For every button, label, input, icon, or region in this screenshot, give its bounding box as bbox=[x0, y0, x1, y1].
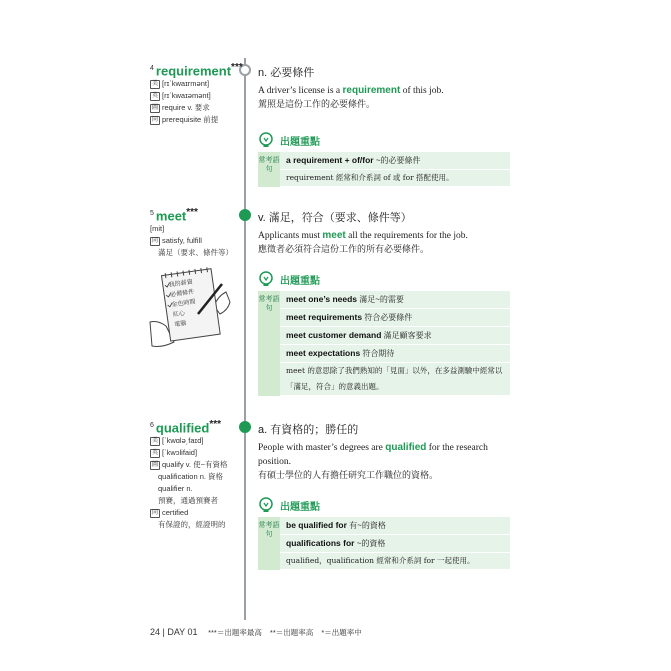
related-badge-icon: 圖 bbox=[152, 104, 159, 111]
exam-label: 常考語句 bbox=[258, 517, 280, 570]
pron-uk: 英 [rɪˋkwaɪəmənt] bbox=[152, 91, 211, 101]
exam-phrase: meet one’s needs 滿足~的需要 bbox=[280, 291, 510, 309]
synonym-badge-icon: 同 bbox=[152, 116, 159, 123]
exam-phrase: qualifications for ~的資格 bbox=[280, 535, 510, 553]
part-of-speech: a. 有資格的；勝任的 bbox=[258, 424, 359, 436]
headword bbox=[150, 207, 235, 223]
part-of-speech: v. 滿足，符合（要求、條件等） bbox=[258, 212, 412, 224]
synonym-badge-icon: 同 bbox=[152, 237, 159, 244]
legend-item: **＝出題率高 bbox=[269, 628, 314, 637]
entry-right-meet bbox=[258, 209, 510, 396]
exam-phrase: meet customer demand 滿足顧客要求 bbox=[280, 327, 510, 345]
timeline-node-meet bbox=[239, 209, 251, 221]
example-en: Applicants must meet all the requirements for the job. bbox=[258, 230, 468, 241]
exam-note: meet 的意思除了我們熟知的「見面」以外，在多益測驗中經常以「滿足，符合」的意義出題。 bbox=[280, 363, 510, 396]
example-en: A driver’s license is a requirement of this job. bbox=[258, 85, 444, 96]
example-zh: 有碩士學位的人有擔任研究工作職位的資格。 bbox=[258, 471, 439, 481]
pron-us: 美 [ˋkwɑlə͵faɪd] bbox=[152, 436, 204, 446]
synonym-word: 同 prerequisite 前提 bbox=[152, 115, 219, 125]
exam-note: qualified，qualification 經常和介系詞 for 一起使用。 bbox=[280, 553, 510, 570]
synonym-word: 同 satisfy, fulfill bbox=[152, 236, 202, 246]
exam-lightbulb-icon bbox=[258, 132, 274, 148]
example-keyword: requirement bbox=[342, 85, 401, 96]
related-meaning: 預賽，通過預賽者 bbox=[158, 496, 218, 506]
frequency-stars: *** bbox=[209, 419, 222, 430]
pron: [mit] bbox=[150, 224, 165, 234]
entry-left-requirement bbox=[150, 62, 243, 126]
synonym-badge-icon: 同 bbox=[152, 509, 159, 516]
legend-item: *＝出題率中 bbox=[321, 628, 362, 637]
exam-header bbox=[258, 271, 510, 287]
uk-badge-icon: 英 bbox=[152, 92, 159, 99]
star-legend bbox=[208, 628, 368, 637]
related-badge-icon: 圖 bbox=[152, 461, 159, 468]
frequency-stars: *** bbox=[231, 62, 243, 73]
entry-left-qualified bbox=[150, 419, 235, 531]
exam-box bbox=[258, 152, 510, 187]
exam-phrase: a requirement + of/for ~的必要條件 bbox=[280, 152, 510, 170]
headword-text: requirement bbox=[155, 63, 232, 79]
synonym-meaning: 滿足（要求、條件等） bbox=[158, 248, 233, 258]
exam-phrase: meet requirements 符合必要條件 bbox=[280, 309, 510, 327]
synonym-meaning: 有保證的，經證明的 bbox=[158, 520, 226, 530]
exam-label: 常考語句 bbox=[258, 291, 280, 396]
synonym-word: 同 certified bbox=[152, 508, 189, 518]
exam-header bbox=[258, 132, 510, 148]
exam-header bbox=[258, 497, 510, 513]
timeline-node-qualified bbox=[239, 421, 251, 433]
note-line: 必備條件 bbox=[169, 288, 195, 299]
page-footer bbox=[150, 627, 368, 638]
related-word: qualification n. 資格 bbox=[158, 472, 224, 482]
exam-phrase: meet expectations 符合期待 bbox=[280, 345, 510, 363]
exam-note: requirement 經常和介系詞 of 或 for 搭配使用。 bbox=[280, 170, 510, 187]
note-line: 我的薪資 bbox=[168, 278, 194, 289]
timeline-line bbox=[244, 58, 246, 620]
entry-number: 5 bbox=[150, 210, 154, 217]
page-number: 24 | DAY 01 bbox=[150, 627, 198, 637]
exam-title: 出題重點 bbox=[280, 136, 320, 148]
note-line: 電腦 bbox=[173, 319, 187, 329]
exam-box bbox=[258, 291, 510, 396]
part-of-speech: n. 必要條件 bbox=[258, 67, 315, 79]
uk-badge-icon: 英 bbox=[152, 449, 159, 456]
notepad-illustration bbox=[148, 262, 232, 350]
entry-left-meet bbox=[150, 207, 235, 259]
headword-text: qualified bbox=[155, 420, 210, 436]
exam-lightbulb-icon bbox=[258, 497, 274, 513]
exam-title: 出題重點 bbox=[280, 501, 320, 513]
example-keyword: qualified bbox=[385, 442, 427, 453]
example-zh: 應徵者必須符合這份工作的所有必要條件。 bbox=[258, 245, 430, 255]
related-word: 圖 require v. 要求 bbox=[152, 103, 210, 113]
exam-box bbox=[258, 517, 510, 570]
example-zh: 駕照是這份工作的必要條件。 bbox=[258, 100, 376, 110]
headword bbox=[150, 62, 243, 79]
exam-label: 常考語句 bbox=[258, 152, 280, 187]
related-word: qualifier n. bbox=[158, 484, 193, 494]
exam-phrase: be qualified for 有~的資格 bbox=[280, 517, 510, 535]
pron-us: 美 [rɪˋkwaɪrmənt] bbox=[152, 79, 210, 89]
pron-uk: 英 [ˋkwɔlifaid] bbox=[152, 448, 198, 458]
us-badge-icon: 美 bbox=[152, 80, 159, 87]
example-keyword: meet bbox=[322, 230, 346, 241]
related-word: 圖 qualify v. 使~有資格 bbox=[152, 460, 228, 470]
frequency-stars: *** bbox=[186, 207, 198, 218]
headword bbox=[150, 419, 235, 435]
note-line: 金色時間 bbox=[171, 298, 196, 309]
entry-right-requirement bbox=[258, 64, 510, 187]
exam-lightbulb-icon bbox=[258, 271, 274, 287]
entry-right-qualified bbox=[258, 421, 510, 570]
headword-text: meet bbox=[155, 208, 187, 224]
entry-number: 4 bbox=[150, 65, 154, 72]
entry-number: 6 bbox=[150, 422, 154, 429]
example-en: People with master’s degrees are qualified for the research position. bbox=[258, 442, 488, 467]
exam-title: 出題重點 bbox=[280, 275, 320, 287]
us-badge-icon: 美 bbox=[152, 437, 159, 444]
note-line: 紅心 bbox=[172, 309, 186, 319]
legend-item: ***＝出題率最高 bbox=[208, 628, 262, 637]
